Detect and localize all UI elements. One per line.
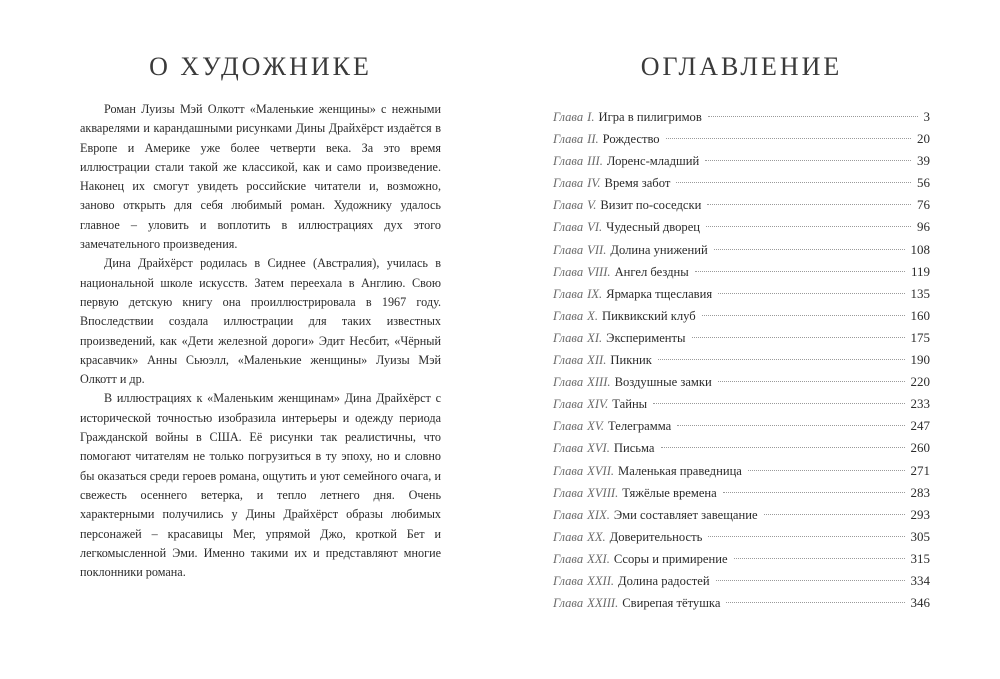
chapter-label: Глава (553, 596, 584, 611)
chapter-label: Глава (553, 110, 584, 124)
dot-leader (716, 580, 905, 581)
chapter-number: XXIII. (587, 596, 619, 611)
dot-leader (734, 558, 905, 559)
chapter-page-number: 175 (910, 329, 930, 345)
chapter-page-number: 108 (910, 241, 930, 257)
chapter-title: Письма (613, 441, 655, 456)
dot-leader (714, 249, 905, 250)
chapter-number: XVI. (587, 441, 610, 456)
dot-leader (723, 492, 905, 493)
chapter-page-number: 233 (910, 396, 930, 412)
chapter-label: Глава (553, 220, 584, 235)
table-of-contents-list (553, 106, 930, 614)
chapter-number: VI. (587, 220, 603, 235)
chapter-label: Глава (553, 242, 584, 257)
chapter-page-number: 76 (917, 197, 930, 213)
toc-entry[interactable] (553, 415, 930, 437)
chapter-title: Телеграмма (608, 419, 672, 434)
chapter-label: Глава (553, 551, 584, 566)
dot-leader (692, 337, 905, 338)
chapter-label: Глава (553, 353, 584, 368)
dot-leader (726, 602, 904, 603)
about-paragraph: Роман Луизы Мэй Олкотт «Маленькие женщины» с нежными акварелями и карандашными рисунками Дины Драйхёрст издаётся в Европе и Америке уже более четверти века. За это время иллюстрации стали такой же классикой, как и само произведение. Наконец их смогут увидеть российские читатели и, возможно, заново открыть для себя любимый роман. Художнику удалось главное – уловить и воплотить в иллюстрациях дух этого замечательного произведения. (80, 102, 441, 252)
chapter-label: Глава (553, 132, 584, 147)
toc-entry[interactable] (553, 239, 930, 261)
dot-leader (764, 514, 905, 515)
toc-entry[interactable] (553, 216, 930, 238)
chapter-number: XX. (587, 529, 606, 544)
chapter-label: Глава (553, 419, 584, 434)
table-of-contents-page (553, 0, 930, 679)
chapter-label: Глава (553, 529, 584, 544)
toc-entry[interactable] (553, 128, 930, 150)
dot-leader (708, 536, 904, 537)
chapter-number: XII. (587, 353, 607, 368)
chapter-title: Ярмарка тщеславия (606, 286, 713, 301)
toc-entry[interactable] (553, 150, 930, 172)
chapter-title: Время забот (604, 176, 671, 191)
toc-entry[interactable] (553, 261, 930, 283)
toc-entry[interactable] (553, 548, 930, 570)
chapter-page-number: 190 (910, 352, 930, 368)
chapter-title: Чудесный дворец (606, 220, 701, 235)
chapter-page-number: 334 (910, 572, 930, 588)
chapter-number: XIX. (587, 507, 610, 522)
chapter-label: Глава (553, 198, 584, 213)
chapter-page-number: 56 (917, 175, 930, 191)
chapter-label: Глава (553, 397, 584, 412)
dot-leader (748, 470, 905, 471)
dot-leader (695, 271, 905, 272)
toc-entry[interactable] (553, 283, 930, 305)
chapter-title: Эми составляет завещание (613, 507, 758, 522)
chapter-number: XI. (587, 330, 603, 345)
toc-entry[interactable] (553, 194, 930, 216)
toc-entry[interactable] (553, 305, 930, 327)
toc-entry[interactable] (553, 437, 930, 459)
toc-entry[interactable] (553, 460, 930, 482)
chapter-number: III. (587, 154, 603, 169)
dot-leader (666, 138, 911, 139)
chapter-number: IX. (587, 286, 603, 301)
chapter-title: Свирепая тётушка (622, 596, 721, 611)
chapter-number: XV. (587, 419, 605, 434)
chapter-page-number: 247 (910, 418, 930, 434)
toc-entry[interactable] (553, 349, 930, 371)
chapter-page-number: 305 (910, 528, 930, 544)
chapter-title: Долина унижений (610, 242, 708, 257)
chapter-number: XVIII. (587, 485, 619, 500)
chapter-number: VIII. (587, 264, 611, 279)
chapter-number: VII. (587, 242, 607, 257)
dot-leader (661, 447, 905, 448)
chapter-title: Пикник (610, 353, 652, 368)
chapter-page-number: 119 (910, 263, 930, 279)
toc-entry[interactable] (553, 371, 930, 393)
chapter-page-number: 3 (923, 109, 930, 124)
chapter-number: XIII. (587, 375, 611, 390)
chapter-title: Доверительность (609, 529, 703, 544)
dot-leader (705, 160, 911, 161)
about-artist-page (80, 0, 441, 679)
chapter-label: Глава (553, 154, 584, 169)
toc-entry[interactable] (553, 592, 930, 614)
chapter-number: XXI. (587, 551, 610, 566)
chapter-title: Лоренс-младший (606, 154, 700, 169)
chapter-label: Глава (553, 485, 584, 500)
dot-leader (706, 226, 911, 227)
dot-leader (707, 204, 911, 205)
about-artist-title: О ХУДОЖНИКЕ (149, 52, 372, 81)
chapter-number: IV. (587, 176, 601, 191)
about-paragraph: В иллюстрациях к «Маленьким женщинам» Дина Драйхёрст с исторической точностью изобразила интерьеры и одежду периода Гражданской войны в США. Её рисунки так реалистичны, что помогают читателям не только погрузиться в ту эпоху, но и словно бы оказаться среди героев романа, ощутить и уют семейного очага, и свежесть осеннего ветерка, и тепло летнего дня. Очень характерными получились у Дины Драйхёрст образы любимых персонажей – красавицы Мег, упрямой Джо, кроткой Бет и легкомысленной Эми. Именно такими их и представляют многие поклонники романа. (80, 391, 441, 580)
chapter-page-number: 160 (910, 307, 930, 323)
chapter-page-number: 346 (910, 595, 930, 611)
chapter-page-number: 96 (917, 219, 930, 235)
chapter-page-number: 220 (910, 374, 930, 390)
chapter-title: Ангел бездны (614, 264, 689, 279)
chapter-title: Пиквикский клуб (601, 308, 696, 323)
toc-entry[interactable] (553, 482, 930, 504)
chapter-number: V. (587, 198, 597, 213)
chapter-page-number: 20 (917, 131, 930, 147)
chapter-label: Глава (553, 463, 584, 478)
chapter-title: Тайны (612, 397, 648, 412)
toc-entry[interactable] (553, 172, 930, 194)
chapter-page-number: 283 (910, 484, 930, 500)
chapter-title: Ссоры и примирение (613, 551, 728, 566)
dot-leader (718, 293, 904, 294)
dot-leader (708, 116, 918, 117)
chapter-label: Глава (553, 573, 584, 588)
toc-entry[interactable] (553, 327, 930, 349)
chapter-label: Глава (553, 176, 584, 191)
table-of-contents-title: ОГЛАВЛЕНИЕ (640, 52, 843, 81)
about-artist-text (80, 100, 441, 582)
dot-leader (702, 315, 905, 316)
chapter-page-number: 260 (910, 440, 930, 456)
chapter-page-number: 39 (917, 153, 930, 169)
chapter-title: Тяжёлые времена (622, 485, 717, 500)
chapter-label: Глава (553, 375, 584, 390)
chapter-title: Рождество (602, 132, 660, 147)
chapter-label: Глава (553, 441, 584, 456)
about-paragraph: Дина Драйхёрст родилась в Сиднее (Австралия), училась в национальной школе искусств. Затем переехала в Англию. Свою первую детскую книгу она проиллюстрировала в 1967 году. Впоследствии создала иллюстрации для таких известных произведений, как «Дети железной дороги» Эдит Несбит, «Чёрный красавчик» Анны Сьюэлл, «Маленькие женщины» Луизы Мэй Олкотт и др. (80, 256, 441, 387)
toc-entry[interactable] (553, 570, 930, 592)
dot-leader (718, 381, 905, 382)
toc-entry[interactable] (553, 106, 930, 128)
chapter-number: X. (587, 308, 598, 323)
chapter-title: Маленькая праведница (618, 463, 742, 478)
chapter-label: Глава (553, 308, 584, 323)
chapter-title: Долина радостей (618, 573, 710, 588)
chapter-page-number: 293 (910, 506, 930, 522)
chapter-label: Глава (553, 286, 584, 301)
chapter-page-number: 271 (910, 462, 930, 478)
chapter-number: I. (587, 110, 595, 124)
toc-entry[interactable] (553, 526, 930, 548)
chapter-label: Глава (553, 507, 584, 522)
toc-entry[interactable] (553, 504, 930, 526)
chapter-title: Игра в пилигримов (598, 110, 702, 124)
chapter-title: Эксперименты (606, 330, 686, 345)
chapter-title: Визит по-соседски (600, 198, 702, 213)
chapter-number: XIV. (587, 397, 609, 412)
chapter-number: XVII. (587, 463, 615, 478)
dot-leader (653, 403, 904, 404)
chapter-title: Воздушные замки (614, 375, 712, 390)
dot-leader (676, 182, 911, 183)
dot-leader (658, 359, 905, 360)
chapter-page-number: 315 (910, 550, 930, 566)
chapter-label: Глава (553, 264, 584, 279)
dot-leader (677, 425, 904, 426)
chapter-number: II. (587, 132, 599, 147)
chapter-page-number: 135 (910, 285, 930, 301)
chapter-number: XXII. (587, 573, 615, 588)
toc-entry[interactable] (553, 393, 930, 415)
chapter-label: Глава (553, 330, 584, 345)
